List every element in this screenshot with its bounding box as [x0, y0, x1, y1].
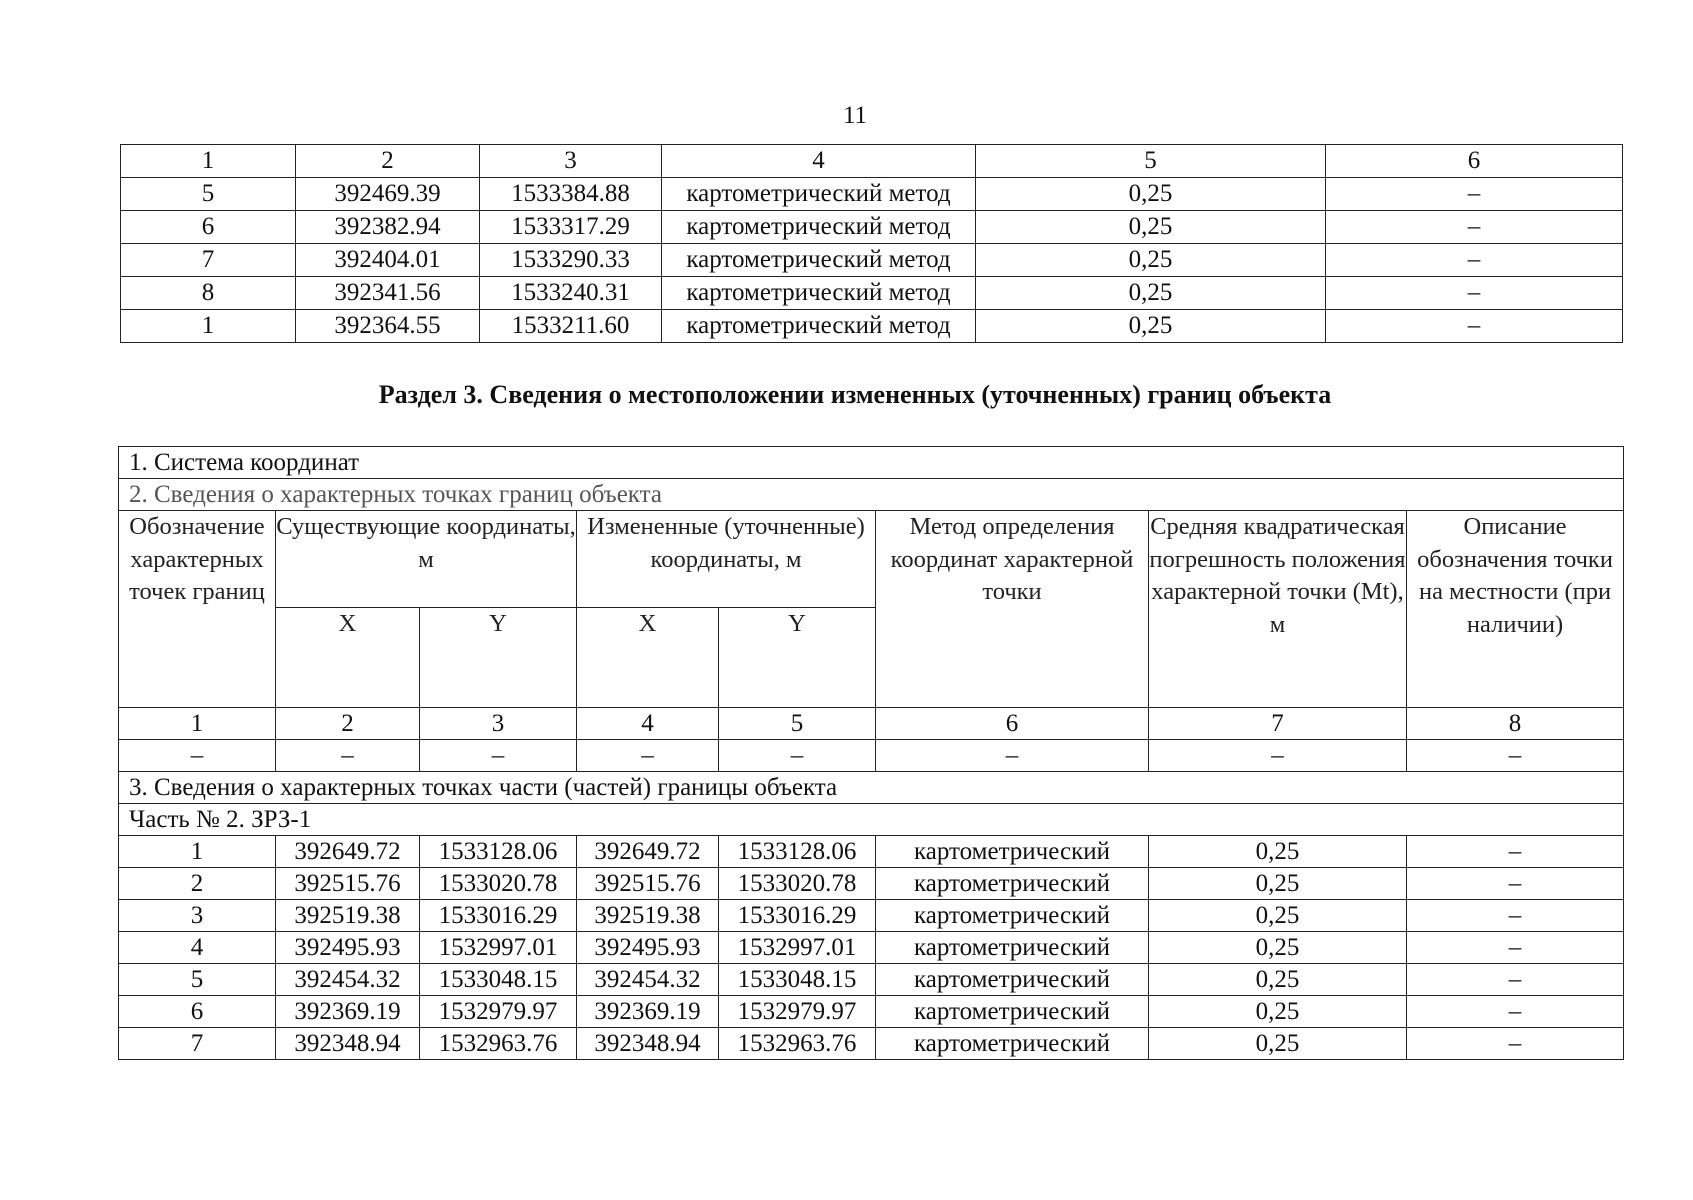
error: 0,25	[976, 178, 1326, 211]
point-number: 5	[121, 178, 296, 211]
coord-x: 392469.39	[296, 178, 480, 211]
points-info-label: 2. Сведения о характерных точках границ объекта	[119, 479, 1624, 511]
error: 0,25	[1149, 1028, 1407, 1060]
existing-x: 392454.32	[276, 964, 420, 996]
column-number: 5	[719, 708, 876, 740]
existing-y: 1532979.97	[420, 996, 577, 1028]
empty-cell: –	[119, 740, 276, 772]
method: картометрический	[876, 932, 1149, 964]
table-row	[121, 178, 1623, 211]
table-row	[119, 836, 1624, 868]
column-number: 4	[662, 145, 976, 178]
header-row	[119, 511, 1624, 608]
existing-y-header: Y	[420, 608, 577, 708]
empty-cell: –	[876, 740, 1149, 772]
parts-info-label: 3. Сведения о характерных точках части (частей) границы объекта	[119, 772, 1624, 804]
error: 0,25	[976, 244, 1326, 277]
coord-y: 1533290.33	[480, 244, 662, 277]
description: –	[1326, 244, 1623, 277]
column-number: 6	[1326, 145, 1623, 178]
point-number: 8	[121, 277, 296, 310]
error: 0,25	[1149, 900, 1407, 932]
point-number: 1	[121, 310, 296, 343]
error: 0,25	[976, 211, 1326, 244]
existing-y: 1533016.29	[420, 900, 577, 932]
description: –	[1407, 868, 1624, 900]
point-number: 4	[119, 932, 276, 964]
coord-y: 1533384.88	[480, 178, 662, 211]
existing-y: 1532963.76	[420, 1028, 577, 1060]
coord-y: 1533240.31	[480, 277, 662, 310]
boundary-points-table	[120, 144, 1623, 343]
existing-y: 1533048.15	[420, 964, 577, 996]
part-label-row	[119, 804, 1624, 836]
changed-x: 392495.93	[577, 932, 719, 964]
changed-x: 392519.38	[577, 900, 719, 932]
existing-y: 1532997.01	[420, 932, 577, 964]
description: –	[1407, 964, 1624, 996]
changed-x: 392348.94	[577, 1028, 719, 1060]
description: –	[1407, 932, 1624, 964]
point-number: 7	[121, 244, 296, 277]
table-row	[119, 900, 1624, 932]
method: картометрический метод	[662, 178, 976, 211]
column-number: 7	[1149, 708, 1407, 740]
parts-info-row	[119, 772, 1624, 804]
description: –	[1407, 900, 1624, 932]
changed-coords-header: Измененные (уточненные) координаты, м	[577, 511, 876, 608]
table-row	[121, 211, 1623, 244]
point-number: 3	[119, 900, 276, 932]
method: картометрический метод	[662, 310, 976, 343]
existing-x: 392519.38	[276, 900, 420, 932]
error-header: Средняя квадратическая погрешность положения характерной точки (Mt), м	[1149, 511, 1407, 708]
error: 0,25	[1149, 932, 1407, 964]
point-number: 7	[119, 1028, 276, 1060]
changed-y: 1532997.01	[719, 932, 876, 964]
empty-cell: –	[1407, 740, 1624, 772]
changed-x: 392649.72	[577, 836, 719, 868]
description: –	[1326, 277, 1623, 310]
method: картометрический метод	[662, 244, 976, 277]
designation-header: Обозначение характерных точек границ	[119, 511, 276, 708]
point-number: 1	[119, 836, 276, 868]
point-number: 6	[119, 996, 276, 1028]
coord-y: 1533317.29	[480, 211, 662, 244]
method: картометрический	[876, 836, 1149, 868]
empty-cell: –	[276, 740, 420, 772]
error: 0,25	[976, 310, 1326, 343]
existing-y: 1533020.78	[420, 868, 577, 900]
table-row	[119, 996, 1624, 1028]
page-number: 11	[842, 102, 868, 129]
coord-x: 392382.94	[296, 211, 480, 244]
error: 0,25	[1149, 836, 1407, 868]
changed-y: 1532979.97	[719, 996, 876, 1028]
existing-x-header: X	[276, 608, 420, 708]
method-header: Метод определения координат характерной точки	[876, 511, 1149, 708]
changed-y: 1533020.78	[719, 868, 876, 900]
error: 0,25	[976, 277, 1326, 310]
description-header: Описание обозначения точки на местности (при наличии)	[1407, 511, 1624, 708]
description: –	[1407, 836, 1624, 868]
error: 0,25	[1149, 996, 1407, 1028]
point-number: 2	[119, 868, 276, 900]
table-row	[121, 244, 1623, 277]
method: картометрический	[876, 964, 1149, 996]
column-number: 3	[420, 708, 577, 740]
column-number: 1	[121, 145, 296, 178]
point-number: 5	[119, 964, 276, 996]
table-row	[119, 932, 1624, 964]
changed-y: 1532963.76	[719, 1028, 876, 1060]
method: картометрический	[876, 868, 1149, 900]
existing-x: 392515.76	[276, 868, 420, 900]
coord-system-label: 1. Система координат	[119, 447, 1624, 479]
table-row	[119, 1028, 1624, 1060]
existing-coords-header: Существующие координаты, м	[276, 511, 577, 608]
table-header-row	[121, 145, 1623, 178]
description: –	[1326, 310, 1623, 343]
existing-x: 392369.19	[276, 996, 420, 1028]
description: –	[1326, 178, 1623, 211]
coord-x: 392404.01	[296, 244, 480, 277]
changed-x: 392369.19	[577, 996, 719, 1028]
column-number: 2	[276, 708, 420, 740]
coord-system-row	[119, 447, 1624, 479]
method: картометрический	[876, 996, 1149, 1028]
column-number: 8	[1407, 708, 1624, 740]
description: –	[1407, 1028, 1624, 1060]
changed-x: 392515.76	[577, 868, 719, 900]
empty-cell: –	[577, 740, 719, 772]
coord-x: 392364.55	[296, 310, 480, 343]
existing-x: 392495.93	[276, 932, 420, 964]
coord-y: 1533211.60	[480, 310, 662, 343]
table-row	[119, 964, 1624, 996]
changed-y: 1533016.29	[719, 900, 876, 932]
changed-boundaries-table	[118, 446, 1624, 1060]
error: 0,25	[1149, 868, 1407, 900]
column-number: 3	[480, 145, 662, 178]
description: –	[1326, 211, 1623, 244]
column-number: 2	[296, 145, 480, 178]
table-row	[121, 277, 1623, 310]
changed-y: 1533048.15	[719, 964, 876, 996]
column-number: 5	[976, 145, 1326, 178]
error: 0,25	[1149, 964, 1407, 996]
changed-x: 392454.32	[577, 964, 719, 996]
empty-row	[119, 740, 1624, 772]
empty-cell: –	[1149, 740, 1407, 772]
method: картометрический метод	[662, 211, 976, 244]
method: картометрический	[876, 1028, 1149, 1060]
existing-x: 392649.72	[276, 836, 420, 868]
part-label: Часть № 2. ЗРЗ-1	[119, 804, 1624, 836]
changed-y: 1533128.06	[719, 836, 876, 868]
changed-y-header: Y	[719, 608, 876, 708]
method: картометрический	[876, 900, 1149, 932]
empty-cell: –	[420, 740, 577, 772]
column-number: 4	[577, 708, 719, 740]
points-info-row	[119, 479, 1624, 511]
existing-x: 392348.94	[276, 1028, 420, 1060]
changed-x-header: X	[577, 608, 719, 708]
table-row	[119, 868, 1624, 900]
coord-x: 392341.56	[296, 277, 480, 310]
existing-y: 1533128.06	[420, 836, 577, 868]
column-number: 1	[119, 708, 276, 740]
section-title: Раздел 3. Сведения о местоположении измененных (уточненных) границ объекта	[378, 380, 1332, 409]
method: картометрический метод	[662, 277, 976, 310]
column-number-row	[119, 708, 1624, 740]
point-number: 6	[121, 211, 296, 244]
empty-cell: –	[719, 740, 876, 772]
table-row	[121, 310, 1623, 343]
description: –	[1407, 996, 1624, 1028]
column-number: 6	[876, 708, 1149, 740]
